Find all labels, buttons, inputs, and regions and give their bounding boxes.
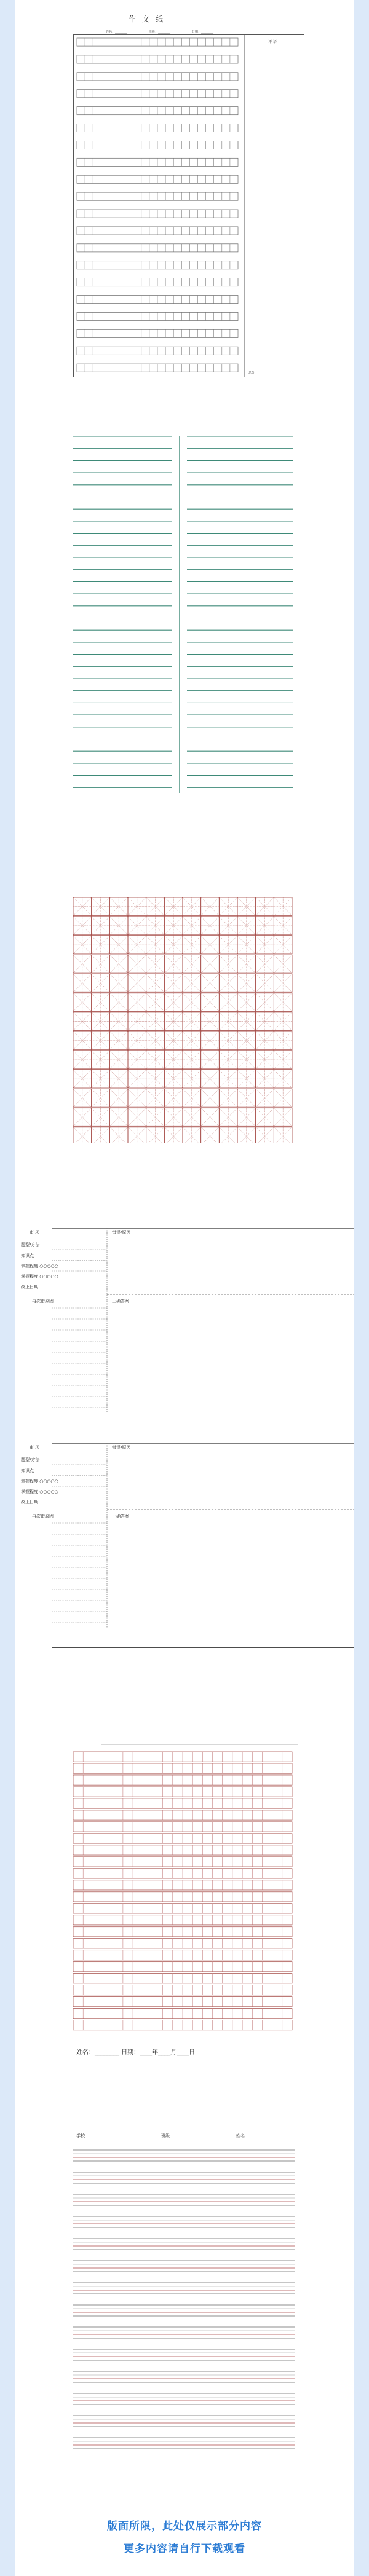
score-label: 总分: [248, 371, 255, 375]
card2-row5: 改正日期: [21, 1500, 38, 1505]
left-border-strip: [0, 0, 15, 2576]
footer-line-2: 更多内容请自行下载观看: [124, 2543, 245, 2555]
four-line-rows: [15, 2133, 354, 2477]
watermark: 知乎 @豆瓣: [308, 2566, 337, 2572]
error-card-sheet: [15, 1228, 354, 1652]
paper-page: [15, 0, 354, 2576]
rice-grid-lines: [15, 897, 354, 1143]
ruled-lines: [15, 424, 354, 793]
card1-row3: 掌握程度 ○○○○○: [21, 1264, 58, 1269]
composition-grid: [73, 34, 304, 377]
ruled-sheet: [15, 424, 354, 793]
card1-row5: 改正日期: [21, 1285, 38, 1290]
card2-sub-left: 再次错原因: [32, 1514, 54, 1519]
small-grid-footer: 姓名：________ 日期：____年____月____日: [76, 2049, 196, 2056]
rice-grid-sheet: [15, 897, 354, 1143]
small-grid-lines: [15, 1744, 354, 2064]
class-field-label: 班级：________: [149, 30, 171, 34]
class-field: 班级：________: [161, 2133, 191, 2138]
right-border-strip: [354, 0, 369, 2576]
card1-header-right: 错误/原因: [112, 1230, 131, 1235]
sheet-title: 作文纸: [129, 15, 170, 23]
date-field-label: 日期：________: [192, 30, 214, 34]
card2-sub-right: 正确答案: [112, 1514, 129, 1519]
composition-sheet: [15, 0, 354, 381]
small-grid-sheet: [15, 1744, 354, 2064]
card1-sub-right: 正确答案: [112, 1299, 129, 1304]
card2-row2: 知识点: [21, 1468, 34, 1473]
card2-row1: 题型/方法: [21, 1457, 40, 1462]
card1-header-left: 审 项: [30, 1230, 40, 1235]
name-field-label: 姓名：________: [106, 30, 128, 34]
card2-header-right: 错误/原因: [112, 1445, 131, 1450]
card1-row2: 知识点: [21, 1253, 34, 1258]
card2-row3: 掌握程度 ○○○○○: [21, 1479, 58, 1484]
school-field: 学校：________: [76, 2133, 106, 2138]
name-field: 姓名：________: [236, 2133, 266, 2138]
card2-row4: 掌握程度 ○○○○○: [21, 1489, 58, 1494]
card2-header-left: 审 项: [30, 1445, 40, 1450]
composition-grid-lines: [73, 34, 304, 377]
footer-line-1: 版面所限，此处仅展示部分内容: [107, 2520, 262, 2532]
card1-row1: 题型/方法: [21, 1242, 40, 1247]
comment-header: 评 语: [268, 40, 277, 44]
four-line-sheet: [15, 2133, 354, 2477]
error-card-lines: [15, 1228, 354, 1652]
card1-sub-left: 再次错原因: [32, 1299, 54, 1304]
card1-row4: 掌握程度 ○○○○○: [21, 1274, 58, 1279]
